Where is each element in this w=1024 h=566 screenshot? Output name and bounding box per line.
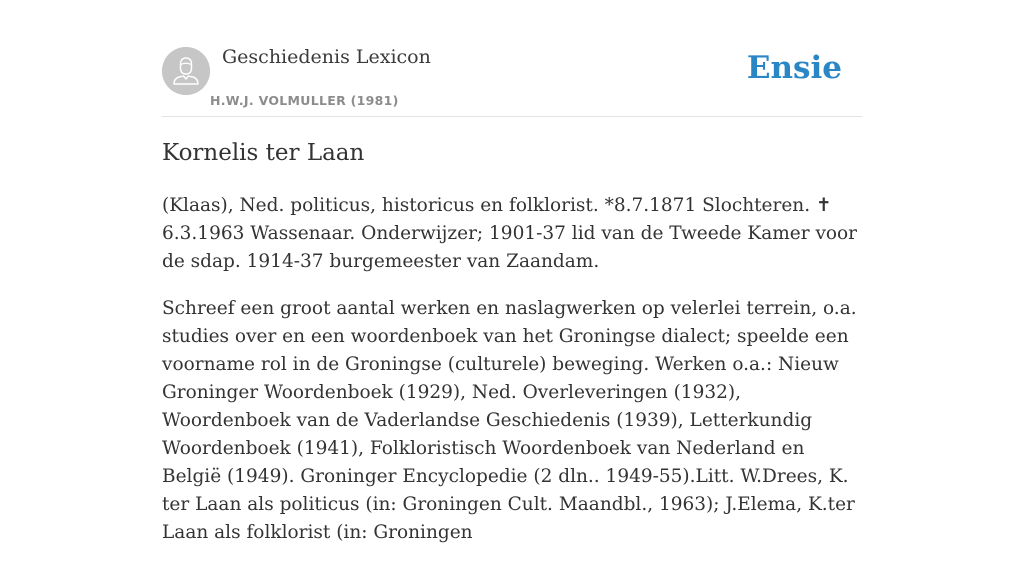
entry-paragraph-intro: (Klaas), Ned. politicus, historicus en folklorist. *8.7.1871 Slochteren. ✝ 6.3.1963 Wassenaar. Onderwijzer; 1901-37 lid van de Tweede Kamer voor de sdap. 1914-37 burgemeester van Zaandam. bbox=[162, 195, 858, 272]
entry-title: Kornelis ter Laan bbox=[162, 140, 365, 166]
book-title[interactable]: Geschiedenis Lexicon bbox=[222, 46, 431, 68]
user-avatar-icon bbox=[162, 47, 210, 95]
entry-paragraph-works: Schreef een groot aantal werken en naslagwerken op velerlei terrein, o.a. studies over en een woordenboek van het Groningse dialect; speelde een voorname rol in de Groningse (culturele) beweging. Werken o.a.: Nieuw Groninger Woordenboek (1929), Ned. Overleveringen (1932), Woordenboek van de Vaderlandse Geschiedenis (1939), Letterkundig Woordenboek (1941), Folkloristisch Woordenboek van Nederland en België (1949). Groninger Encyclopedie (2 dln.. 1949-55).Litt. W.Drees, K. ter Laan als politicus (in: Groningen Cult. Maandbl., 1963); J.Elema, K.ter Laan als folklorist (in: Groningen bbox=[162, 298, 857, 543]
header bbox=[162, 0, 862, 117]
author-credit[interactable]: H.W.J. VOLMULLER (1981) bbox=[210, 93, 399, 108]
page bbox=[162, 0, 862, 543]
entry-body bbox=[162, 192, 864, 566]
ensie-logo-link[interactable]: Ensie bbox=[746, 50, 842, 86]
